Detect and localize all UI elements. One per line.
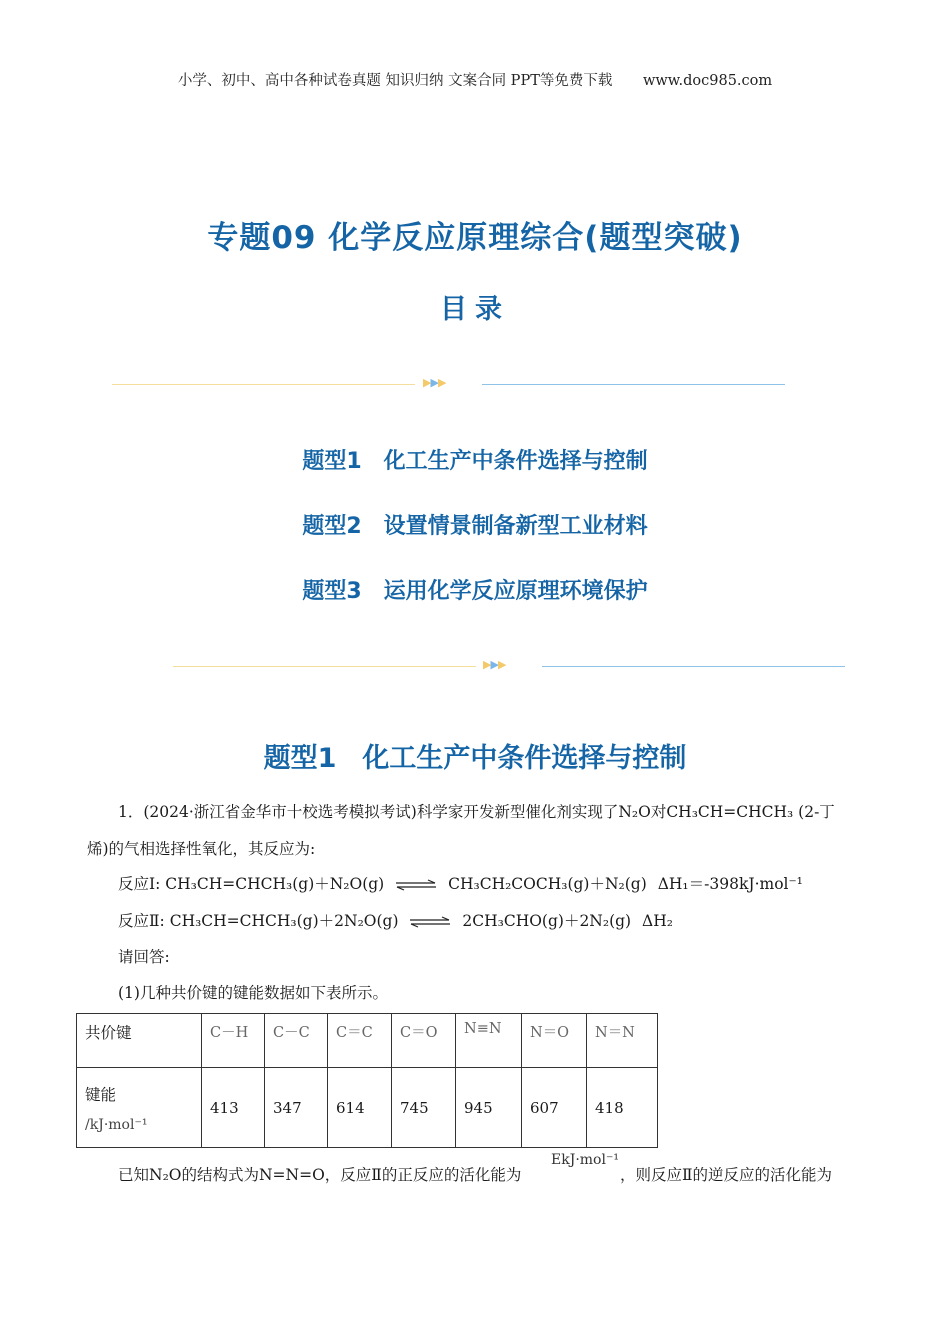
header-site-link[interactable]: www.doc985.com	[642, 73, 773, 89]
bond-energy-table	[76, 1013, 658, 1148]
toc-item-1[interactable]	[0, 444, 950, 475]
question-line-2: 烯)的气相选择性氧化，其反应为:	[87, 840, 316, 858]
energy-cell: 607	[522, 1068, 587, 1148]
equilibrium-arrow-icon	[395, 879, 437, 891]
reaction-enthalpy: ΔH₁＝-398kJ·mol⁻¹	[657, 875, 803, 893]
question-prompt: 请回答:	[118, 948, 170, 966]
toc-item-num: 题型1	[302, 449, 362, 474]
energy-cell: 945	[456, 1068, 522, 1148]
reaction-products: CH₃CH₂COCH₃(g)＋N₂(g)	[448, 875, 647, 893]
toc-item-2[interactable]	[0, 509, 950, 540]
subquestion-1: (1)几种共价键的键能数据如下表所示。	[118, 984, 388, 1002]
energy-cell: 745	[392, 1068, 456, 1148]
reaction-reactants: CH₃CH=CHCH₃(g)＋2N₂O(g)	[169, 912, 399, 930]
equilibrium-arrow-icon	[409, 916, 451, 928]
header-text: 小学、初中、高中各种试卷真题 知识归纳 文案合同 PPT等免费下载	[177, 73, 613, 89]
section-title	[0, 736, 950, 775]
bond-type-cell: C－H	[202, 1014, 265, 1068]
reaction-products: 2CH₃CHO(g)＋2N₂(g)	[462, 912, 632, 930]
last-line-part-1: 已知N₂O的结构式为N=N=O，反应Ⅱ的正反应的活化能为	[118, 1166, 522, 1184]
table-row	[77, 1068, 658, 1148]
question-line-1: 1．(2024·浙江省金华市十校选考模拟考试)科学家开发新型催化剂实现了N₂O对CH₃CH=CHCH₃ (2-丁	[118, 803, 835, 821]
bond-type-cell: C＝O	[392, 1014, 456, 1068]
section-num: 题型1	[263, 743, 337, 774]
energy-label: 键能	[85, 1085, 117, 1104]
energy-cell: 418	[587, 1068, 658, 1148]
toc-item-label: 化工生产中条件选择与控制	[383, 449, 648, 474]
table-row	[77, 1014, 658, 1068]
toc-item-num: 题型3	[302, 579, 362, 604]
energy-cell: 413	[202, 1068, 265, 1148]
reaction-1	[118, 873, 803, 895]
divider-right-line	[482, 384, 785, 385]
energy-cell: 614	[328, 1068, 392, 1148]
reaction-enthalpy: ΔH₂	[642, 912, 673, 930]
reaction-2	[118, 910, 673, 932]
page-title: 专题09 化学反应原理综合(题型突破)	[207, 220, 743, 256]
table-row-header	[77, 1068, 202, 1148]
section-label: 化工生产中条件选择与控制	[362, 743, 687, 774]
last-line-part-2: ，则反应Ⅱ的逆反应的活化能为	[620, 1166, 833, 1184]
toc-item-3[interactable]	[0, 574, 950, 605]
triple-arrow-icon: ▶▶▶	[423, 376, 446, 389]
toc-item-num: 题型2	[302, 514, 362, 539]
bond-type-cell: N＝O	[522, 1014, 587, 1068]
energy-cell: 347	[265, 1068, 328, 1148]
bond-type-cell: C－C	[265, 1014, 328, 1068]
reaction-reactants: CH₃CH=CHCH₃(g)＋N₂O(g)	[165, 875, 385, 893]
toc-heading: 目录	[440, 294, 510, 325]
toc-item-label: 运用化学反应原理环境保护	[383, 579, 648, 604]
bond-type-cell: C＝C	[328, 1014, 392, 1068]
bond-type-cell: N＝N	[587, 1014, 658, 1068]
divider-top	[0, 373, 950, 397]
divider-left-line	[173, 666, 476, 667]
energy-unit: /kJ·mol⁻¹	[85, 1116, 148, 1133]
activation-energy-expression: EkJ·mol⁻¹	[551, 1152, 619, 1168]
toc-item-label: 设置情景制备新型工业材料	[383, 514, 648, 539]
reaction-label: 反应Ⅰ:	[118, 875, 161, 893]
reaction-label: 反应Ⅱ:	[118, 912, 165, 930]
table-row-header: 共价键	[77, 1014, 202, 1068]
divider-left-line	[112, 384, 415, 385]
divider-bottom	[0, 655, 950, 679]
divider-right-line	[542, 666, 845, 667]
page-header	[0, 69, 950, 90]
triple-arrow-icon: ▶▶▶	[483, 658, 506, 671]
bond-type-cell: N≡N	[456, 1014, 522, 1068]
